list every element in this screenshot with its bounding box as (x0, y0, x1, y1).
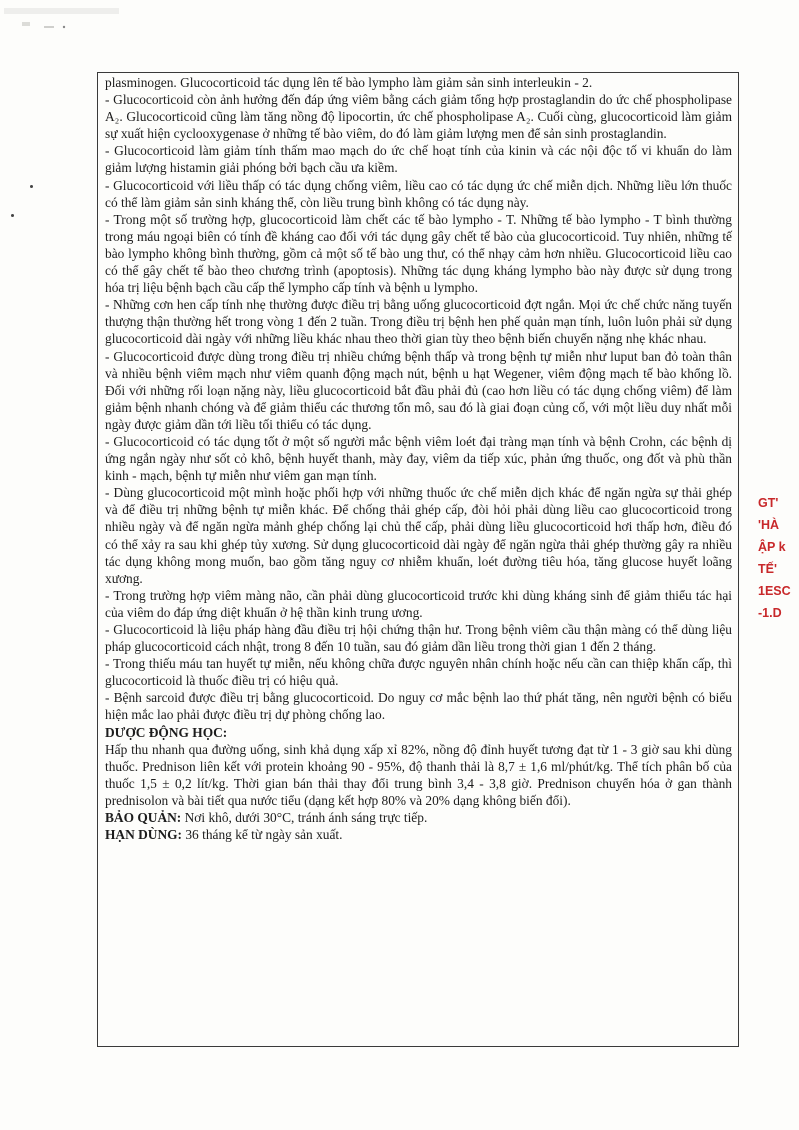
stamp-line: 1ESC (758, 584, 791, 598)
stamp-line: GT' (758, 496, 779, 510)
expiry-text: 36 tháng kể từ ngày sản xuất. (185, 827, 343, 843)
paragraph: plasminogen. Glucocorticoid tác dụng lên tế bào lympho làm giảm sản sinh interleukin - 2. (105, 75, 593, 90)
storage-text: Nơi khô, dưới 30°C, tránh ánh sáng trực tiếp. (184, 810, 428, 826)
expiry-line (105, 826, 732, 843)
document-body (97, 72, 739, 1047)
paragraph: - Glucocorticoid là liệu pháp hàng đầu điều trị hội chứng thận hư. Trong bệnh viêm cầu thận màng có thể dùng liệu pháp glucocorticoid cách nhật, trong 8 đến 10 tuần, sau đó giảm dần liều trong thời gian 1 đến 2 tháng. (105, 622, 732, 655)
paragraph: - Trong trường hợp viêm màng não, cần phải dùng glucocorticoid trước khi dùng kháng sinh để giảm thiểu tác hại của viêm do đáp ứng diệt khuẩn ở hệ thần kinh trung ương. (105, 587, 732, 620)
scan-speck (30, 185, 33, 188)
paragraph: - Glucocorticoid với liều thấp có tác dụng chống viêm, liều cao có tác dụng ức chế miễn dịch. Những liều lớn thuốc có thể làm giảm sản sinh kháng thể, còn liều trung bình không có tác dụng này. (105, 177, 732, 210)
section-heading-expiry: HẠN DÙNG: (105, 827, 182, 843)
paragraph: - Dùng glucocorticoid một mình hoặc phối hợp với những thuốc ức chế miễn dịch khác để ngăn ngừa sự thải ghép và để điều trị những bệnh tự miễn khác. Để chống thải ghép cấp, đòi hỏi phải dùng liều cao glucocorticoid trong nhiều ngày và để ngăn ngừa mảnh ghép chống lại chủ thể cấp, phải dùng liều glucocorticoid hơi thấp hơn, điều đó có thể xảy ra sau khi ghép tủy xương. Sử dụng glucocorticoid dài ngày để ngăn ngừa thải ghép thường gây ra nhiều tác dụng không mong muốn, bao gồm tăng nguy cơ nhiễm khuẩn, loét đường tiêu hóa, tăng glucose huyết loãng xương. (105, 485, 732, 586)
red-stamp-fragment (758, 492, 799, 642)
paragraph: - Glucocorticoid được dùng trong điều trị nhiều chứng bệnh thấp và trong bệnh tự miễn như luput ban đỏ toàn thân và nhiều bệnh viêm mạch như viêm quanh động mạch nút, bệnh u hạt Wegener, viêm động mạch tế bào khổng lồ. Đối với những rối loạn nặng này, liều glucocorticoid bắt đầu phải đủ (cao hơn liều có tác dụng chống viêm) để làm giảm bệnh nhanh chóng và để giảm thiểu các thương tổn mô, sau đó là giai đoạn củng cố, với một liều duy nhất mỗi ngày được giảm dần tới liều tối thiểu có tác dụng. (105, 348, 732, 432)
stamp-line: 'HÀ (758, 518, 780, 532)
section-heading-pharmacokinetics: DƯỢC ĐỘNG HỌC: (105, 724, 228, 740)
scan-smudge (4, 4, 124, 34)
stamp-line: -1.D (758, 606, 782, 620)
stamp-line: ẬP k (758, 540, 786, 554)
paragraph: - Bệnh sarcoid được điều trị bằng glucocorticoid. Do nguy cơ mắc bệnh lao thứ phát tăng, nên người bệnh có biểu hiện mắc lao phải được điều trị dự phòng chống lao. (105, 690, 732, 723)
scan-speck (11, 214, 14, 217)
paragraph: - Những cơn hen cấp tính nhẹ thường được điều trị bằng uống glucocorticoid đợt ngắn. Mọi ức chế chức năng tuyến thượng thận thường hết trong vòng 1 đến 2 tuần. Trong điều trị bệnh hen phế quản mạn tính, luôn luôn phải sử dụng glucocorticoid dài ngày với những liều khác nhau theo thời gian tùy theo bệnh biến chuyển nặng nhẹ khác nhau. (105, 297, 732, 347)
paragraph: - Glucocorticoid làm giảm tính thấm mao mạch do ức chế hoạt tính của kinin và các nội độc tố vi khuẩn do làm giảm lượng histamin giải phóng bởi bạch cầu ưa kiềm. (105, 143, 732, 176)
paragraph: - Glucocorticoid còn ảnh hưởng đến đáp ứng viêm bằng cách giảm tổng hợp prostaglandin do ức chế phospholipase A₂. Glucocorticoid cũng làm tăng nồng độ lipocortin, ức chế phospholipase A₂. Cuối cùng, glucocorticoid làm giảm sự xuất hiện cyclooxygenase ở những tế bào viêm, do đó làm giảm lượng men để sản sinh prostaglandin. (105, 92, 732, 142)
pharmacokinetics-text: Hấp thu nhanh qua đường uống, sinh khả dụng xấp xỉ 82%, nồng độ đỉnh huyết tương đạt từ 1 - 3 giờ sau khi dùng thuốc. Prednison liên kết với protein khoảng 90 - 95%, độ thanh thải là 8,7 ± 1,6 ml/phút/kg. Thể tích phân bố của thuốc 1,5 ± 0,2 lít/kg. Thời gian bán thải thay đổi trung bình 3,4 - 3,8 giờ. Prednison chuyển hóa ở gan thành prednisolon và bài tiết qua nước tiểu (dạng kết hợp 80% và 20% dạng không biến đổi). (105, 741, 732, 808)
section-heading-storage: BẢO QUẢN: (105, 810, 182, 826)
storage-line (105, 809, 732, 826)
stamp-line: TẾ' (758, 562, 777, 576)
paragraph: - Trong thiếu máu tan huyết tự miễn, nếu không chữa được nguyên nhân chính hoặc nếu cần can thiệp khẩn cấp, thì glucocorticoid là thuốc điều trị có hiệu quả. (105, 656, 732, 689)
paragraph: - Glucocorticoid có tác dụng tốt ở một số người mắc bệnh viêm loét đại tràng mạn tính và bệnh Crohn, các bệnh dị ứng ngắn ngày như sốt cỏ khô, bệnh huyết thanh, mày đay, viêm da tiếp xúc, phản ứng thuốc, ong đốt và phù thần kinh - mạch, bệnh tự miễn như viêm gan mạn tính. (105, 433, 732, 484)
paragraph: - Trong một số trường hợp, glucocorticoid làm chết các tế bào lympho - T. Những tế bào lympho - T bình thường trong máu ngoại biên có tính đề kháng cao đối với tác dụng gây chết tế bào của glucocorticoid. Tuy nhiên, những tế bào lympho không bình thường, gồm cả một số tế bào ung thư, có thể nhạy cảm hơn nhiều. Glucocorticoid liều cao có thể gây chết tế bào theo chương trình (apoptosis). Những tác dụng kháng lympho bào này được sử dụng trong hóa trị liệu bệnh bạch cầu cấp thể lympho cấp tính và bệnh u lympho. (105, 211, 732, 296)
